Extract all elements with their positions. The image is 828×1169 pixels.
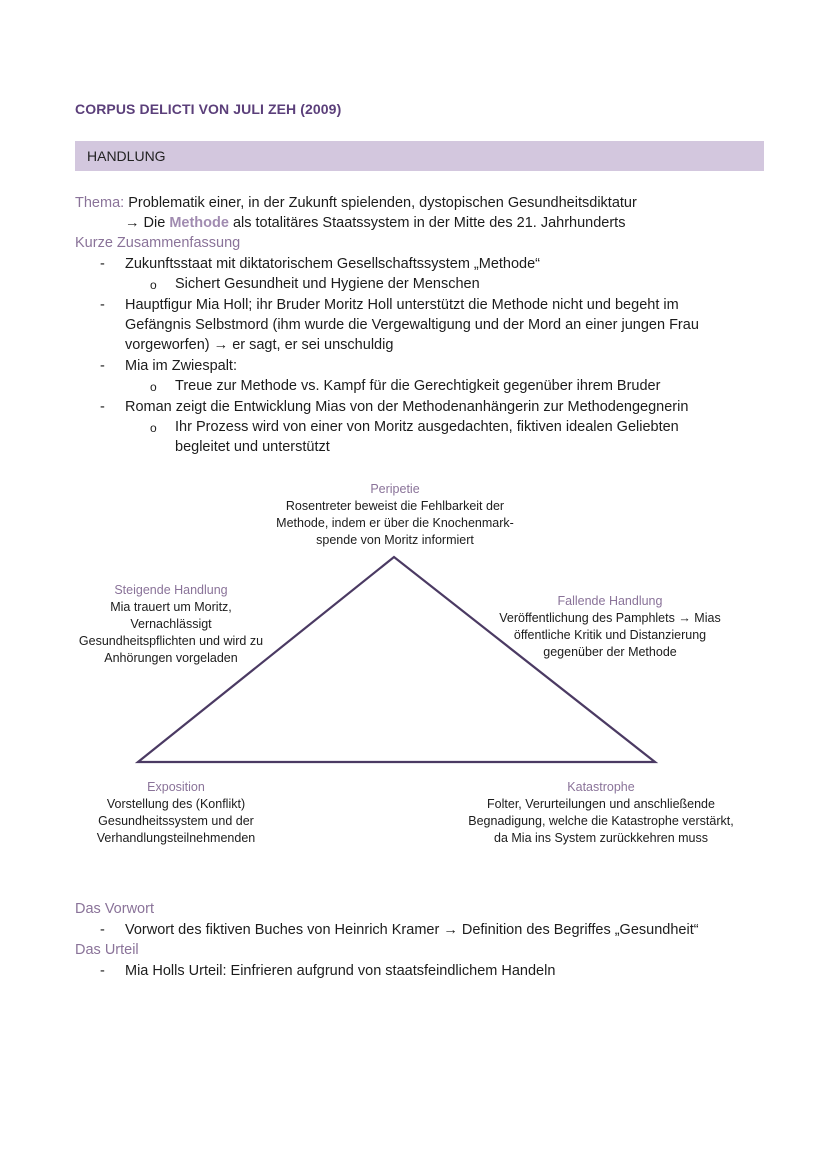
fallende-line: Veröffentlichung des Pamphlets → Mias [499,611,721,625]
sub-bullet-icon: o [150,380,157,394]
theme-text: Problematik einer, in der Zukunft spielenden, dystopischen Gesundheitsdiktatur [128,195,637,211]
peripetie-heading: Peripetie [370,482,420,496]
section-header: HANDLUNG [87,148,166,164]
fallende-line: öffentliche Kritik und Distanzierung [513,628,707,642]
summary-item-text: vorgeworfen) [125,337,210,353]
bullet-dash-icon: - [100,399,105,415]
exposition-label [76,779,276,847]
summary-item: Roman zeigt die Entwicklung Mias von der Methodenanhängerin zur Methodengegnerin [125,399,689,415]
theme-line2-post: als totalitäres Staatssystem in der Mitte des 21. Jahrhunderts [232,215,626,231]
theme-line2-pre: Die [143,215,166,231]
arrow-icon: → [213,337,229,353]
urteil-text: Mia Holls Urteil: Einfrieren aufgrund von staatsfeindlichem Handeln [125,963,556,979]
steigende-heading: Steigende Handlung [114,583,228,597]
katastrophe-line: Folter, Verurteilungen und anschließende [487,797,715,811]
summary-item: Mia im Zwiespalt: [125,358,237,374]
katastrophe-line: da Mia ins System zurückkehren muss [494,831,708,845]
steigende-line: Gesundheitspflichten und wird zu [78,634,264,648]
summary-subitem: Treue zur Methode vs. Kampf für die Gerechtigkeit gegenüber ihrem Bruder [175,378,661,394]
summary-subitem: Ihr Prozess wird von einer von Moritz ausgedachten, fiktiven idealen Geliebten [175,419,679,435]
exposition-line: Verhandlungsteilnehmenden [96,831,256,845]
katastrophe-line: Begnadigung, welche die Katastrophe verstärkt, [468,814,734,828]
theme-highlight: Methode [169,215,229,231]
summary-heading: Kurze Zusammenfassung [75,235,241,251]
exposition-line: Gesundheitssystem und der [98,814,254,828]
steigende-line: Mia trauert um Moritz, [110,600,232,614]
bullet-dash-icon: - [100,922,105,938]
summary-item: Hauptfigur Mia Holl; ihr Bruder Moritz Holl unterstützt die Methode nicht und begeht im [125,297,679,313]
summary-item-cont: Gefängnis Selbstmord (ihm wurde die Vergewaltigung und der Mord an einer jungen Frau [125,317,699,333]
katastrophe-label [455,779,747,847]
fallende-heading: Fallende Handlung [557,594,663,608]
urteil-heading: Das Urteil [75,942,139,958]
peripetie-line: spende von Moritz informiert [316,533,474,547]
theme-label: Thema: [75,195,125,211]
bullet-dash-icon: - [100,358,105,374]
steigende-handlung-label [60,582,282,667]
bullet-dash-icon: - [100,963,105,979]
steigende-line: Anhörungen vorgeladen [104,651,238,665]
bullet-dash-icon: - [100,256,105,272]
exposition-line: Vorstellung des (Konflikt) [106,797,246,811]
page-title: CORPUS DELICTI VON JULI ZEH (2009) [75,101,342,117]
vorwort-text: Vorwort des fiktiven Buches von Heinrich Kramer → Definition des Begriffes „Gesundheit“ [125,922,699,938]
peripetie-line: Methode, indem er über die Knochenmark- [276,516,514,530]
summary-subitem: Sichert Gesundheit und Hygiene der Menschen [175,276,480,292]
peripetie-label [235,481,555,549]
bullet-dash-icon: - [100,297,105,313]
summary-item: Zukunftsstaat mit diktatorischem Gesellschaftssystem „Methode“ [125,256,541,272]
summary-subitem-cont: begleitet und unterstützt [175,439,330,455]
exposition-heading: Exposition [147,780,205,794]
fallende-handlung-label [480,593,740,661]
sub-bullet-icon: o [150,278,157,292]
arrow-icon: → [125,215,140,231]
steigende-line: Vernachlässigt [130,617,212,631]
katastrophe-heading: Katastrophe [567,780,635,794]
fallende-line: gegenüber der Methode [543,645,677,659]
sub-bullet-icon: o [150,421,157,435]
peripetie-line: Rosentreter beweist die Fehlbarkeit der [285,499,505,513]
summary-item-text: er sagt, er sei unschuldig [232,337,394,353]
vorwort-heading: Das Vorwort [75,901,154,917]
